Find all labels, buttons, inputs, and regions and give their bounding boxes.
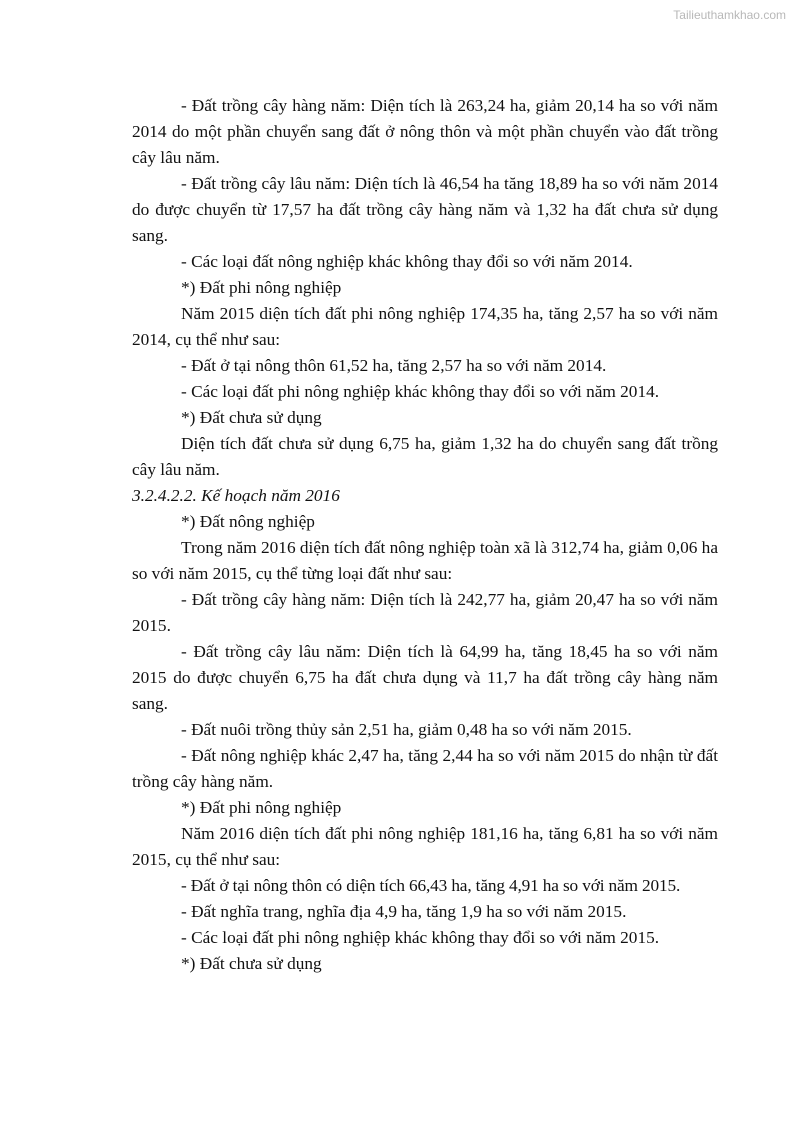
watermark-text: Tailieuthamkhao.com [673,8,786,22]
paragraph-perennial-crop-2016: - Đất trồng cây lâu năm: Diện tích là 64,99 ha, tăng 18,45 ha so với năm 2015 do được chuyển 6,75 ha đất chưa dụng và 11,7 ha đất trồng cây hàng năm sang. [132,642,718,713]
paragraph-rural-residential-2015: - Đất ở tại nông thôn 61,52 ha, tăng 2,57 ha so với năm 2014. [181,356,607,375]
paragraph-other-agri-2016: - Đất nông nghiệp khác 2,47 ha, tăng 2,44 ha so với năm 2015 do nhận từ đất trồng cây hàng năm. [132,746,718,791]
subheading-agri-2016: *) Đất nông nghiệp [181,512,315,531]
paragraph-aquaculture-2016: - Đất nuôi trồng thủy sản 2,51 ha, giảm 0,48 ha so với năm 2015. [181,720,632,739]
paragraph-annual-crop-2016: - Đất trồng cây hàng năm: Diện tích là 242,77 ha, giảm 20,47 ha so với năm 2015. [132,590,718,635]
paragraph-annual-crop-2015: - Đất trồng cây hàng năm: Diện tích là 263,24 ha, giảm 20,14 ha so với năm 2014 do một phần chuyển sang đất ở nông thôn và một phần chuyển vào đất trồng cây lâu năm. [132,96,718,167]
paragraph-rural-residential-2016: - Đất ở tại nông thôn có diện tích 66,43 ha, tăng 4,91 ha so với năm 2015. [181,876,681,895]
paragraph-unused-2015: Diện tích đất chưa sử dụng 6,75 ha, giảm 1,32 ha do chuyển sang đất trồng cây lâu năm. [132,434,718,479]
subheading-non-agri-2015: *) Đất phi nông nghiệp [181,278,342,297]
paragraph-non-agri-2016: Năm 2016 diện tích đất phi nông nghiệp 181,16 ha, tăng 6,81 ha so với năm 2015, cụ thể như sau: [132,824,718,869]
paragraph-other-non-agri-2015: - Các loại đất phi nông nghiệp khác không thay đổi so với năm 2014. [181,382,660,401]
paragraph-other-agri-2015: - Các loại đất nông nghiệp khác không thay đổi so với năm 2014. [181,252,633,271]
subheading-non-agri-2016: *) Đất phi nông nghiệp [181,798,342,817]
subheading-unused-2015: *) Đất chưa sử dụng [181,408,322,427]
paragraph-other-non-agri-2016: - Các loại đất phi nông nghiệp khác không thay đổi so với năm 2015. [181,928,660,947]
document-body [132,93,718,977]
paragraph-non-agri-2015: Năm 2015 diện tích đất phi nông nghiệp 174,35 ha, tăng 2,57 ha so với năm 2014, cụ thể như sau: [132,304,718,349]
subheading-unused-2016: *) Đất chưa sử dụng [181,954,322,973]
paragraph-perennial-crop-2015: - Đất trồng cây lâu năm: Diện tích là 46,54 ha tăng 18,89 ha so với năm 2014 do được chuyển từ 17,57 ha đất trồng cây hàng năm và 1,32 ha đất chưa sử dụng sang. [132,174,718,245]
paragraph-cemetery-2016: - Đất nghĩa trang, nghĩa địa 4,9 ha, tăng 1,9 ha so với năm 2015. [181,902,627,921]
paragraph-agri-2016: Trong năm 2016 diện tích đất nông nghiệp toàn xã là 312,74 ha, giảm 0,06 ha so với năm 2015, cụ thể từng loại đất như sau: [132,538,718,583]
section-heading-plan-2016: 3.2.4.2.2. Kế hoạch năm 2016 [132,486,340,505]
